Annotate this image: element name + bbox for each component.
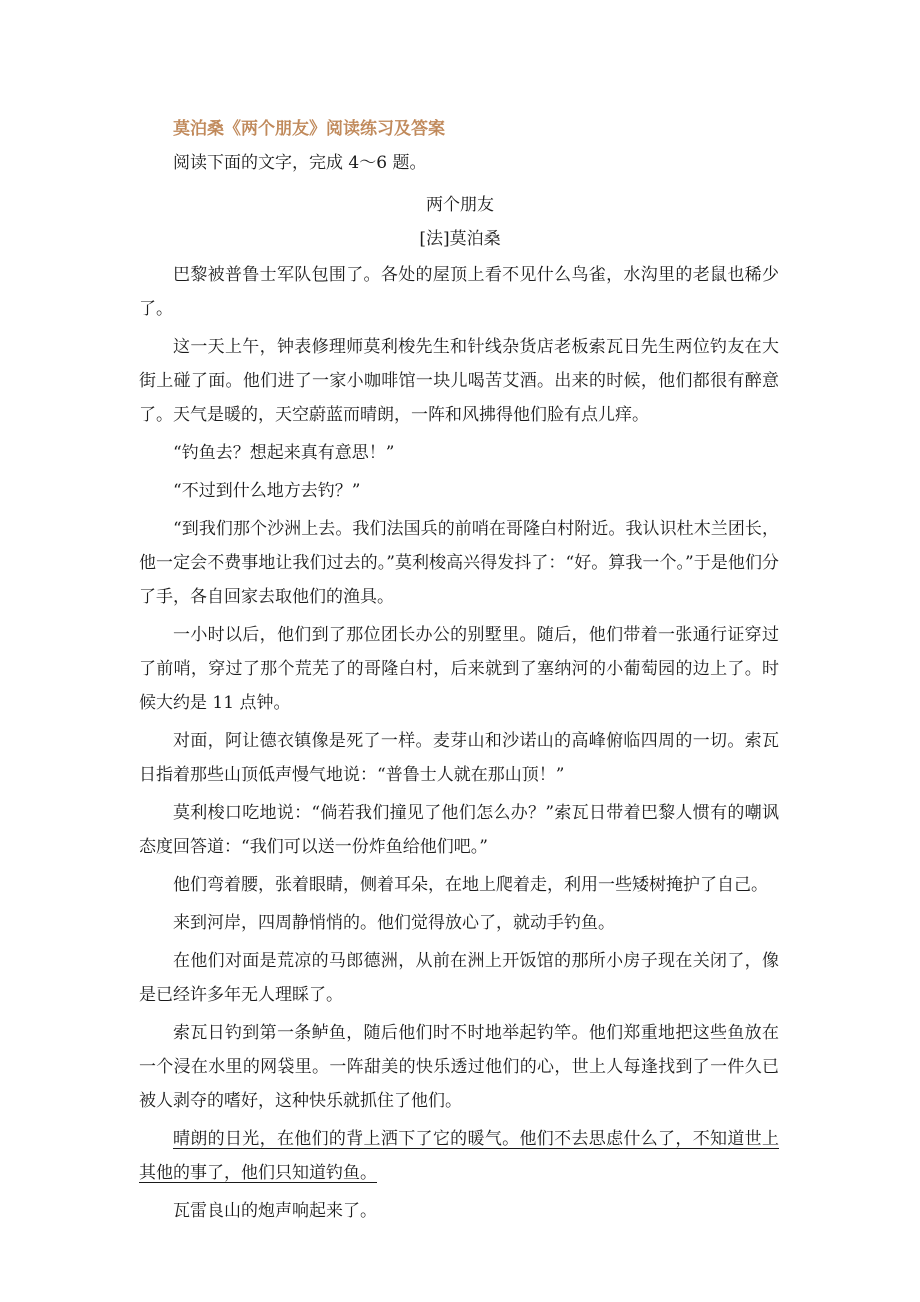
paragraph: “到我们那个沙洲上去。我们法国兵的前哨在哥隆白村附近。我认识杜木兰团长，他一定会不费事地让我们过去的。”莫利梭高兴得发抖了：“好。算我一个。”于是他们分了手，各自回家去取他们的渔具。: [139, 519, 779, 607]
underlined-paragraph: [139, 1122, 779, 1190]
paragraph: 莫利梭口吃地说：“倘若我们撞见了他们怎么办？”索瓦日带着巴黎人惯有的嘲讽态度回答道：“我们可以送一份炸鱼给他们吧。”: [139, 803, 779, 857]
story-title: 两个朋友: [426, 195, 494, 215]
paragraph: 对面，阿让德衣镇像是死了一样。麦芽山和沙诺山的高峰俯临四周的一切。索瓦日指着那些山顶低声慢气地说：“普鲁士人就在那山顶！”: [139, 731, 779, 785]
paragraph: 巴黎被普鲁士军队包围了。各处的屋顶上看不见什么鸟雀，水沟里的老鼠也稀少了。: [139, 265, 779, 319]
reading-instruction: 阅读下面的文字，完成 4～6 题。: [173, 153, 427, 173]
paragraph: 这一天上午，钟表修理师莫利梭先生和针线杂货店老板索瓦日先生两位钓友在大街上碰了面。他们进了一家小咖啡馆一块儿喝苦艾酒。出来的时候，他们都很有醉意了。天气是暖的，天空蔚蓝而晴朗，一阵和风拂得他们脸有点儿痒。: [139, 337, 779, 425]
story-author: [法]莫泊桑: [419, 229, 501, 249]
underlined-text: 晴朗的日光，在他们的背上洒下了它的暖气。他们不去思虑什么了，不知道世上其他的事了，他们只知道钓鱼。: [139, 1129, 779, 1183]
paragraph: 他们弯着腰，张着眼睛，侧着耳朵，在地上爬着走，利用一些矮树掩护了自己。: [173, 875, 768, 895]
paragraph: 来到河岸，四周静悄悄的。他们觉得放心了，就动手钓鱼。: [173, 913, 615, 933]
paragraph: 瓦雷良山的炮声响起来了。: [173, 1201, 377, 1221]
paragraph: 在他们对面是荒凉的马郎德洲，从前在洲上开饭馆的那所小房子现在关闭了，像是已经许多年无人理睬了。: [139, 951, 779, 1005]
paragraph: 索瓦日钓到第一条鲈鱼，随后他们时不时地举起钓竿。他们郑重地把这些鱼放在一个浸在水里的网袋里。一阵甜美的快乐透过他们的心，世上人每逢找到了一件久已被人剥夺的嗜好，这种快乐就抓住了他们。: [139, 1023, 779, 1111]
document-title: 莫泊桑《两个朋友》阅读练习及答案: [173, 119, 445, 139]
paragraph: 一小时以后，他们到了那位团长办公的别墅里。随后，他们带着一张通行证穿过了前哨，穿过了那个荒芜了的哥隆白村，后来就到了塞纳河的小葡萄园的边上了。时候大约是 11 点钟。: [139, 625, 779, 713]
paragraph: “不过到什么地方去钓？”: [173, 481, 361, 501]
story-body: [139, 258, 779, 1232]
paragraph: “钓鱼去？想起来真有意思！”: [173, 443, 395, 463]
